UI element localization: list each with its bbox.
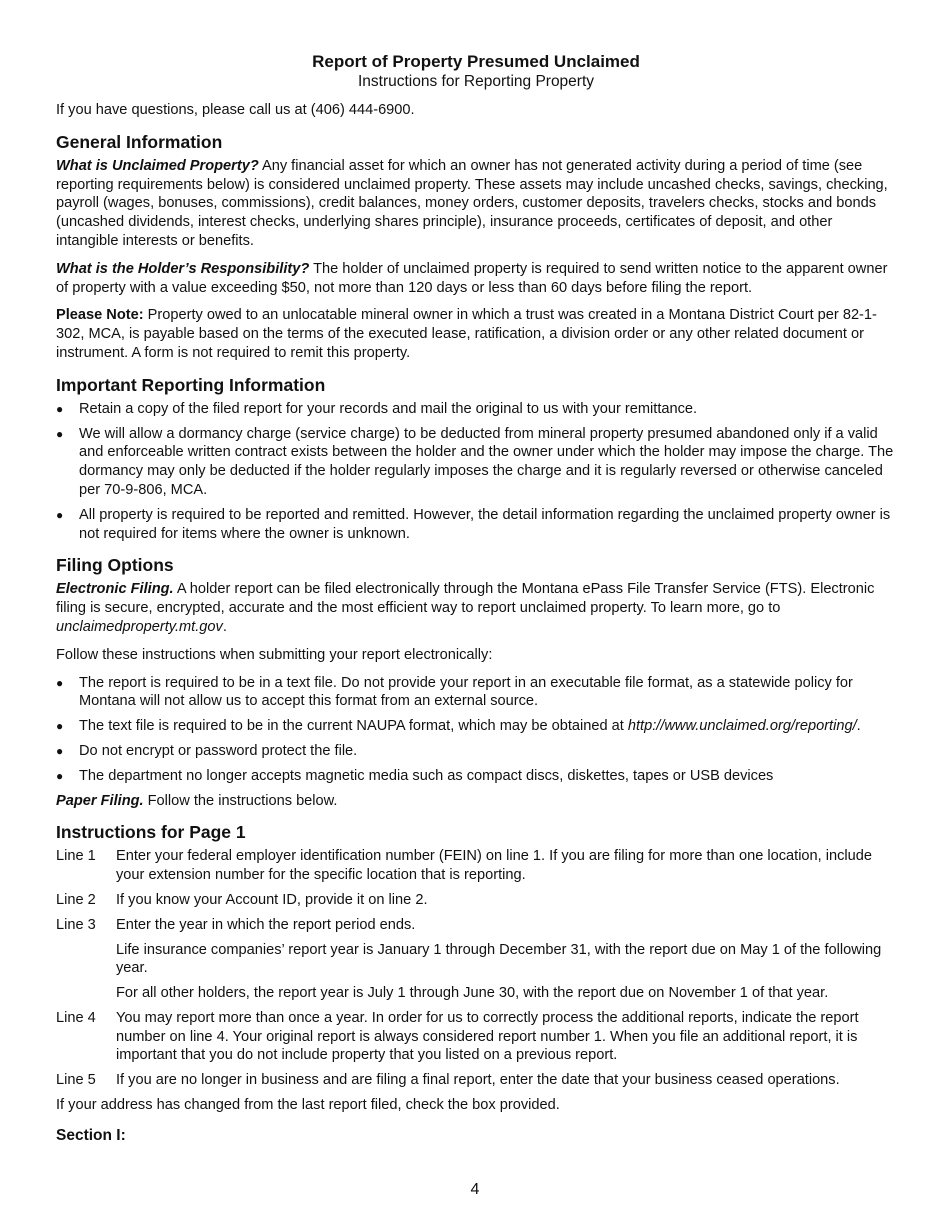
- line-5-instruction: Line 5 If you are no longer in business and are filing a final report, enter the date that your business ceased operations.: [56, 1072, 840, 1089]
- what-is-unclaimed-paragraph: [56, 157, 896, 251]
- paper-filing-paragraph: Paper Filing. Follow the instructions below.: [56, 792, 338, 809]
- important-reporting-heading: Important Reporting Information: [56, 374, 326, 395]
- list-item: ● The report is required to be in a text file. Do not provide your report in an executable file format, as a statewide policy for Montana will not allow us to accept this format from an external source.: [56, 674, 853, 710]
- please-note-paragraph: [56, 306, 896, 362]
- bullet-icon: ●: [56, 719, 64, 734]
- bullet-icon: ●: [56, 675, 64, 690]
- website-link[interactable]: unclaimedproperty.mt.gov: [56, 618, 223, 635]
- bullet-icon: ●: [56, 401, 64, 416]
- bullet-icon: ●: [56, 768, 64, 783]
- list-item: ● The text file is required to be in the current NAUPA format, which may be obtained at http://www.unclaimed.org/reporting/.: [56, 718, 861, 735]
- list-item: ● All property is required to be reported and remitted. However, the detail information regarding the unclaimed property owner is not required for items where the owner is unknown.: [56, 506, 891, 542]
- address-change-note: If your address has changed from the last report filed, check the box provided.: [56, 1097, 560, 1114]
- holder-responsibility-label: What is the Holder’s Responsibility?: [56, 260, 310, 277]
- bullet-icon: ●: [56, 743, 64, 758]
- line-3-other-holders-note: For all other holders, the report year is July 1 through June 30, with the report due on November 1 of that year.: [116, 985, 829, 1002]
- document-subtitle: Instructions for Reporting Property: [357, 73, 595, 90]
- bullet-icon: ●: [56, 507, 64, 522]
- electronic-instructions-list: [56, 674, 896, 786]
- electronic-filing-label: Electronic Filing.: [56, 581, 174, 598]
- please-note-text: Property owed to an unlocatable mineral owner in which a trust was created in a Montana District Court per 82-1-302, MCA, is payable based on the terms of the executed lease, ratification, a division order or any other related document or instrument. A form is not required to remit this property.: [56, 307, 877, 361]
- important-reporting-list: [56, 400, 896, 544]
- general-information-heading: General Information: [56, 131, 223, 152]
- holder-responsibility-text: The holder of unclaimed property is required to send written notice to the apparent owner of property with a value exceeding $50, not more than 120 days or less than 60 days before filing the report.: [56, 260, 888, 296]
- list-item: ● Do not encrypt or password protect the file.: [56, 742, 358, 759]
- document-title: Report of Property Presumed Unclaimed: [312, 52, 640, 71]
- what-is-unclaimed-label: What is Unclaimed Property?: [56, 157, 259, 174]
- naupa-link[interactable]: http://www.unclaimed.org/reporting/: [627, 718, 857, 735]
- electronic-filing-paragraph: Electronic Filing. A holder report can be filed electronically through the Montana ePass File Transfer Service (FTS). Electronic filing is secure, encrypted, accurate and the most efficient way to report unclaimed property. To learn more, go to unclaimedproperty.mt.gov.: [56, 581, 875, 635]
- bullet-icon: ●: [56, 426, 64, 441]
- follow-instructions-line: Follow these instructions when submitting your report electronically:: [56, 646, 493, 663]
- what-is-unclaimed-text: Any financial asset for which an owner has not generated activity during a period of time (see reporting requirements below) is considered unclaimed property. These assets may include uncashed checks, savings, checking, payroll (wages, bonuses, commissions), credit balances, money orders, customer deposits, travelers checks, stocks and bonds (uncashed dividends, interest checks, underlying shares principle), insurance proceeds, certificates of deposit, and other intangible interests or benefits.: [56, 157, 888, 249]
- line-1-instruction: Line 1 Enter your federal employer identification number (FEIN) on line 1. If you are filing for more than one location, include your extension number for the specific location that is reporting.: [56, 848, 873, 884]
- line-2-instruction: Line 2 If you know your Account ID, provide it on line 2.: [56, 891, 428, 908]
- section-1-heading: Section I:: [56, 1126, 126, 1144]
- contact-line: If you have questions, please call us at (406) 444-6900.: [56, 102, 415, 118]
- list-item: ● We will allow a dormancy charge (service charge) to be deducted from mineral property presumed abandoned only if a valid and enforceable written contract exists between the holder and the owner under which the holder may impose the charge. The dormancy may only be deducted if the holder regularly imposes the charge and it is regularly reversed or otherwise canceled per 70-9-806, MCA.: [56, 425, 894, 498]
- line-4-instruction: Line 4 You may report more than once a year. In order for us to correctly process the additional reports, indicate the report number on line 4. Your original report is always considered report number 1. When you file an additional report, it is important that you do not include property that you listed on a previous report.: [56, 1009, 859, 1064]
- page-number: 4: [470, 1181, 480, 1198]
- line-3-life-insurance-note: Life insurance companies’ report year is January 1 through December 31, with the report due on May 1 of the following year.: [116, 941, 882, 977]
- line-3-instruction: Line 3 Enter the year in which the report period ends.: [56, 916, 416, 933]
- list-item: ● The department no longer accepts magnetic media such as compact discs, diskettes, tapes or USB devices: [56, 767, 774, 784]
- filing-options-heading: Filing Options: [56, 555, 174, 576]
- paper-filing-label: Paper Filing.: [56, 792, 144, 809]
- holder-responsibility-paragraph: [56, 260, 896, 298]
- list-item: ● Retain a copy of the filed report for your records and mail the original to us with your remittance.: [56, 400, 698, 417]
- document-page: [56, 52, 896, 1146]
- please-note-label: Please Note:: [56, 307, 144, 324]
- instructions-page1-heading: Instructions for Page 1: [56, 822, 246, 843]
